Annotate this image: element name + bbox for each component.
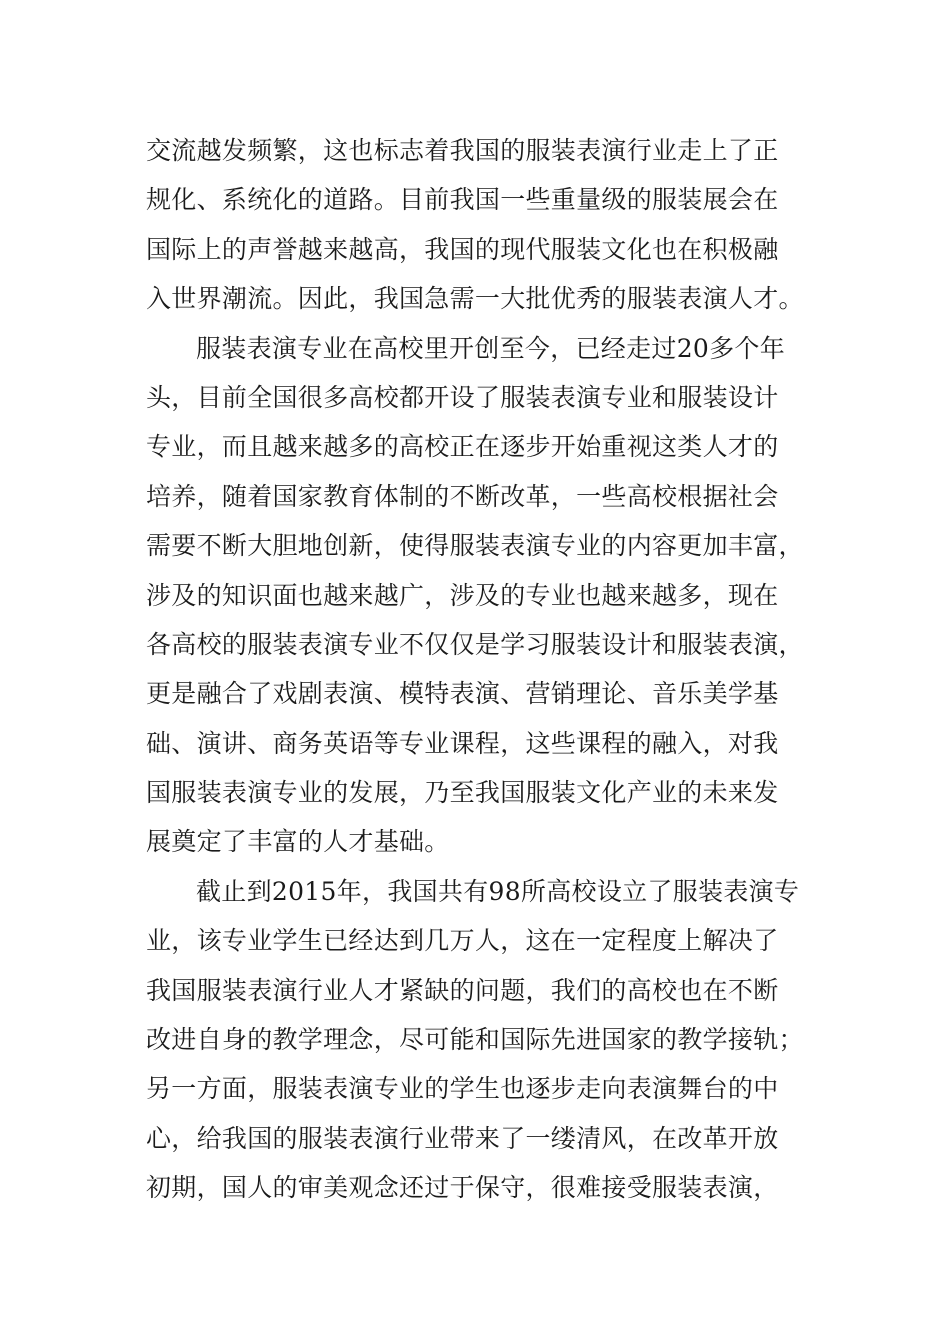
text-line: 需要不断大胆地创新，使得服装表演专业的内容更加丰富， bbox=[146, 531, 804, 561]
text-line: 规化、系统化的道路。目前我国一些重量级的服装展会在 bbox=[146, 185, 779, 215]
text-line: 涉及的知识面也越来越广，涉及的专业也越来越多，现在 bbox=[146, 580, 779, 610]
text-line: 入世界潮流。因此，我国急需一大批优秀的服装表演人才。 bbox=[146, 284, 804, 314]
text-line: 专业，而且越来越多的高校正在逐步开始重视这类人才的 bbox=[146, 432, 779, 462]
text-line: 国际上的声誉越来越高，我国的现代服装文化也在积极融 bbox=[146, 234, 779, 264]
text-line: 改进自身的教学理念，尽可能和国际先进国家的教学接轨； bbox=[146, 1025, 804, 1055]
text-line: 展奠定了丰富的人才基础。 bbox=[146, 827, 450, 857]
text-line: 础、演讲、商务英语等专业课程，这些课程的融入，对我 bbox=[146, 728, 779, 758]
text-line: 另一方面，服装表演专业的学生也逐步走向表演舞台的中 bbox=[146, 1074, 779, 1104]
text-line: 初期，国人的审美观念还过于保守，很难接受服装表演， bbox=[146, 1173, 779, 1203]
text-line: 更是融合了戏剧表演、模特表演、营销理论、音乐美学基 bbox=[146, 679, 779, 709]
text-line: 头，目前全国很多高校都开设了服装表演专业和服装设计 bbox=[146, 382, 779, 412]
text-line: 各高校的服装表演专业不仅仅是学习服装设计和服装表演， bbox=[146, 629, 804, 659]
paragraph-start-line: 截止到2015年，我国共有98所高校设立了服装表演专 bbox=[196, 876, 800, 906]
paragraph-start-line: 服装表演专业在高校里开创至今，已经走过20多个年 bbox=[196, 333, 786, 363]
text-line: 交流越发频繁，这也标志着我国的服装表演行业走上了正 bbox=[146, 136, 779, 165]
body-text bbox=[146, 126, 806, 1213]
text-line: 我国服装表演行业人才紧缺的问题，我们的高校也在不断 bbox=[146, 975, 779, 1005]
text-line: 培养，随着国家教育体制的不断改革，一些高校根据社会 bbox=[146, 481, 779, 511]
text-line: 国服装表演专业的发展，乃至我国服装文化产业的未来发 bbox=[146, 778, 779, 808]
text-line: 心，给我国的服装表演行业带来了一缕清风，在改革开放 bbox=[146, 1123, 779, 1153]
text-line: 业，该专业学生已经达到几万人，这在一定程度上解决了 bbox=[146, 926, 779, 956]
